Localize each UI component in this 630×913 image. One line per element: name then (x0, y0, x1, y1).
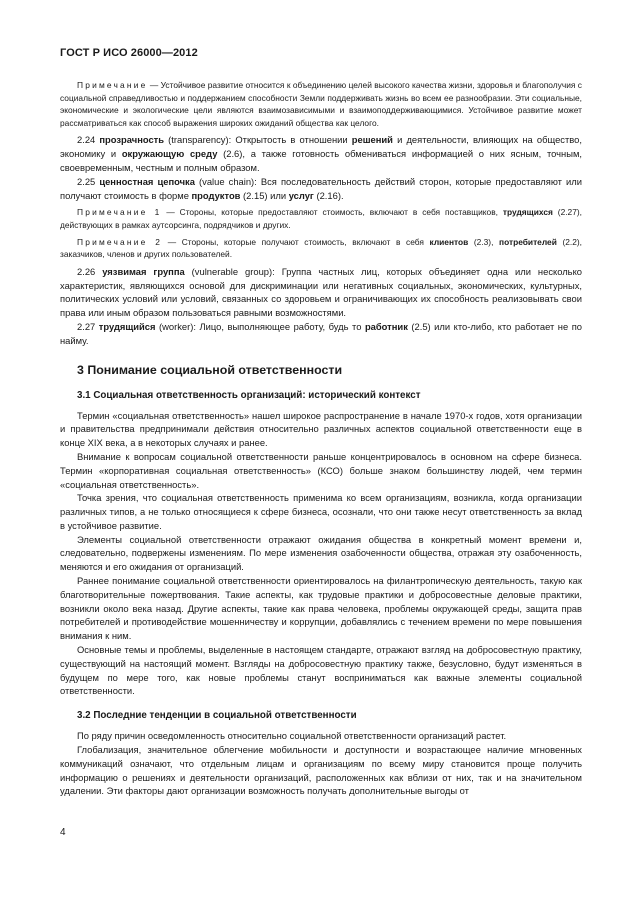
paragraph: Основные темы и проблемы, выделенные в настоящем стандарте, отражают взгляд на добросовестную практику, существующий на настоящий момент. Взгляды на добросовестную практику также, безусловно, будут изменяться в будущем по мере того, как новые проблемы станут восприниматься как важные элементы социальной ответственности. (60, 644, 582, 697)
page-header: ГОСТ Р ИСО 26000—2012 (60, 47, 198, 59)
definition-term: ценностная цепочка (99, 175, 195, 187)
definition-term: прозрачность (99, 134, 165, 146)
note-label: Примечание 1 (77, 207, 162, 218)
definition-2-26 (60, 265, 582, 320)
definition-text: и деятельности, влияющих на общество, экономику и (60, 134, 582, 160)
note-label: Примечание (77, 80, 148, 90)
definition-text: (2.5) или кто-либо, кто работает не по найму. (60, 320, 582, 346)
definition-text: (2.15) или (240, 189, 289, 201)
definition-number: 2.27 (77, 320, 99, 332)
definition-text: (value chain): Вся последовательность действий сторон, которые предоставляют или получают стоимость в форме (60, 175, 582, 201)
note-text: (2.2), заказчиков, членов и других пользователей. (60, 236, 583, 260)
note-text: (2.27), действующих в рамках аутсорсинга, подрядчиков и других. (60, 207, 582, 230)
paragraph: Элементы социальной ответственности отражают ожидания общества в конкретный момент времени и, следовательно, подвержены изменениям. По мере изменения озабоченности общества, отражая эту озабоченность, меняются и его ожидания от организаций. (60, 533, 582, 573)
subsection-3-2-heading: 3.2 Последние тенденции в социальной ответственности (77, 710, 357, 722)
definition-2-25 (60, 175, 582, 203)
definition-text: (worker): Лицо, выполняющее работу, будь то (155, 320, 365, 332)
paragraph: Глобализация, значительное облегчение мобильности и доступности и возрастающее наличие мгновенных коммуникаций означают, что отдельным лицам и организациям по всему миру становится проще получить информацию о решениях и деятельности организаций, расположенных как вблизи от них, так и на значительном удалении. Эти факторы дают организации возможность получать дополнительные выгоды от (60, 744, 582, 797)
paragraph: По ряду причин осведомленность относительно социальной ответственности организаций растет. (77, 730, 507, 742)
page-content (60, 79, 582, 798)
definition-text: (transparency): Открытость в отношении (164, 134, 352, 146)
section-3-heading: 3 Понимание социальной ответственности (77, 362, 343, 377)
definition-term: уязвимая группа (102, 265, 185, 277)
note-sustainable-development (60, 79, 582, 129)
note-text: — Стороны, которые предоставляют стоимость, включают в себя поставщиков, (161, 207, 503, 218)
cross-ref-term: окружающую среду (121, 148, 218, 160)
cross-ref-term: продуктов (191, 189, 241, 201)
definition-text: (2.6), а также готовность обмениваться информацией о них ясным, точным, своевременным, честным и полным образом. (60, 148, 582, 173)
definition-term: трудящийся (98, 320, 156, 332)
note-text: — Стороны, которые получают стоимость, включают в себя (162, 236, 430, 247)
note-2 (60, 236, 582, 261)
note-1 (60, 206, 582, 231)
definition-number: 2.26 (77, 265, 103, 277)
paragraph: Термин «социальная ответственность» нашел широкое распространение в начале 1970-х годов, хотя организации и правительства предпринимали действия относительно различных аспектов социальной ответственности еще в конце XIX века, а в некоторых случаях и ранее. (60, 409, 582, 449)
paragraph: Точка зрения, что социальная ответственность применима ко всем организациям, возникла, когда организации различных типов, а не только относящиеся к сфере бизнеса, осознали, что они также несут ответственность за вклад в устойчивое развитие. (60, 492, 582, 531)
definition-number: 2.25 (77, 175, 100, 187)
paragraph: Внимание к вопросам социальной ответственности раньше концентрировалось в основном на сфере бизнеса. Термин «корпоративная социальная ответственность» (КСО) больше знаком большинству людей, чем термин «социальная ответственность». (60, 450, 582, 490)
definition-2-24 (60, 133, 582, 174)
cross-ref-term: услуг (288, 189, 314, 201)
cross-ref-term: потребителей (499, 236, 557, 247)
cross-ref-term: трудящихся (502, 207, 553, 218)
page-number: 4 (60, 827, 66, 838)
note-text: (2.3), (468, 236, 500, 247)
subsection-3-1-heading: 3.1 Социальная ответственность организаций: исторический контекст (77, 389, 421, 401)
note-text: — Устойчивое развитие относится к объединению целей высокого качества жизни, здоровья и благополучия с социальной справедливостью и поддержанием способности Земли поддерживать жизнь во всем ее разнообразии. Эти социальные, экономические и экологические цели являются взаимозависимыми и взаимоподдерживающимися. Устойчивое развитие может рассматриваться как способ выражения широких ожиданий общества как целого. (60, 80, 582, 128)
definition-text: (vulnerable group): Группа частных лиц, которых объединяет одна или несколько характеристик, являющихся основой для дискриминации или негативных социальных, экономических, культурных, политических условий или условий, связанных со здоровьем и ограничивающих их способность реализовывать свои права или иным образом пользоваться равными возможностями. (60, 265, 582, 319)
cross-ref-term: работник (364, 320, 408, 332)
cross-ref-term: клиентов (429, 236, 469, 247)
paragraph: Раннее понимание социальной ответственности ориентировалось на филантропическую деятельность, такую как благотворительные пожертвования. Такие аспекты, как трудовые практики и добросовестные деловые практики, возникли около века назад. Другие аспекты, такие как права человека, проблемы окружающей среды, защита прав потребителей и противодействие мошенничеству и коррупции, добавлялись с течением времени по мере повышения внимания к ним. (60, 575, 582, 642)
note-label: Примечание 2 (77, 236, 163, 247)
definition-2-27 (60, 320, 582, 348)
cross-ref-term: решений (351, 134, 393, 146)
definition-number: 2.24 (77, 134, 100, 146)
definition-text: (2.16). (313, 189, 344, 201)
